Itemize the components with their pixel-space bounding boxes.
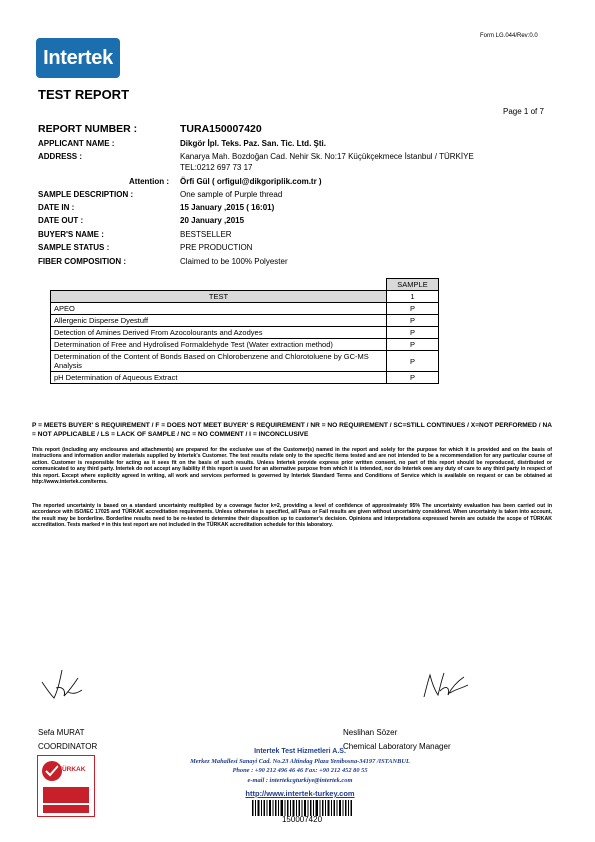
address-line-2: TEL:0212 697 73 17 xyxy=(180,163,253,172)
right-signature-icon xyxy=(420,667,472,705)
test-name: Determination of the Content of Bonds Based on Chlorobenzene and Chlorotoluene by GC-MS Analysis xyxy=(51,351,387,372)
left-signatory-name: Sefa MURAT xyxy=(38,728,85,737)
page-title: TEST REPORT xyxy=(38,87,130,102)
date-in-label: DATE IN : xyxy=(38,203,75,212)
address-line-1: Kanarya Mah. Bozdoğan Cad. Nehir Sk. No:17 Küçükçekmece İstanbul / TÜRKİYE xyxy=(180,152,474,161)
attention-value: Örfi Gül ( orfigul@dikgoriplik.com.tr ) xyxy=(180,177,322,186)
footer-phone: Phone : +90 212 496 46 46 Fax: +90 212 452 80 55 xyxy=(232,767,368,774)
test-header: TEST xyxy=(51,291,387,303)
test-result: P xyxy=(387,372,439,384)
turkak-label: TÜRKAK xyxy=(58,766,86,773)
report-number: TURA150007420 xyxy=(180,123,262,135)
sample-number: 1 xyxy=(387,291,439,303)
sample-status: PRE PRODUCTION xyxy=(180,243,253,252)
test-result: P xyxy=(387,303,439,315)
sample-status-label: SAMPLE STATUS : xyxy=(38,243,110,252)
footer-website-link[interactable]: http://www.intertek-turkey.com xyxy=(245,789,355,798)
fiber-composition-label: FIBER COMPOSITION : xyxy=(38,257,126,266)
test-name: APEO xyxy=(51,303,387,315)
footer-email: e-mail : intertekcgturkiye@intertek.com xyxy=(247,777,353,784)
buyer-name: BESTSELLER xyxy=(180,230,232,239)
attention-label: Attention : xyxy=(129,177,169,186)
table-blank-cell xyxy=(51,279,387,291)
table-row xyxy=(51,339,439,351)
test-result: P xyxy=(387,339,439,351)
table-row xyxy=(51,327,439,339)
table-row xyxy=(51,315,439,327)
barcode-icon xyxy=(252,800,352,816)
table-sample-header-row xyxy=(51,279,439,291)
barcode-number: 150007420 xyxy=(281,815,323,824)
footer-address: Merkez Mahallesi Sanayi Cad. No.23 Altindag Plaza Yenibosna-34197 /ISTANBUL xyxy=(190,758,410,765)
date-in: 15 January ,2015 ( 16:01) xyxy=(180,203,275,212)
disclaimer-terms: This report (including any enclosures and attachments) are prepared for the exclusive use of the Customer(s) named in the report and solely for the purpose for which it is provided and on the basis of instructions and information and/or materials supplied by Intertek's Customer. The test results relate only to the specific items tested and are not intended to be a recommendation for any particular course of action. Customer is responsible for acting as it sees fit on the basis of such results. Unless Intertek provide express prior written consent, no part of this report should be reproduced, distributed or communicated to any third party. Intertek do not accept any liability if this report is used for an alternative purpose from which it is intended, nor do Intertek owe any duty of care to any third party in respect of this report. Except where explicitly agreed in writing, all work and services performed is governed by Intertek Standard Terms and Conditions of Service which is available on request or can be obtained at http://www.intertek.com/terms. xyxy=(32,447,552,486)
sample-description: One sample of Purple thread xyxy=(180,190,283,199)
left-signatory-title: COORDINATOR xyxy=(38,742,98,751)
test-name: pH Determination of Aqueous Extract xyxy=(51,372,387,384)
sample-description-label: SAMPLE DESCRIPTION : xyxy=(38,190,134,199)
disclaimer-uncertainty: The reported uncertainty is based on a standard uncertainty multiplied by a coverage factor k=2, providing a level of confidence of approximately 95% The uncertainty evaluation has been carried out in accordance with ISO/IEC 17025 and TÜRKAK accreditation requirements. Unless otherwise is specified, all Pass or Fail results are given without uncertainty considered. When uncertainty is taken into account, the result may be borderline. Borderline results need to be re-tested to determine their disposition up to customer's decision. Opinions and interpretations expressed herein are outside the scope of TÜRKAK accreditation. Tests marked ≠ in this test report are not included in the TÜRKAK accreditation schedule for this laboratory. xyxy=(32,503,552,529)
table-header-row xyxy=(51,291,439,303)
buyer-label: BUYER'S NAME : xyxy=(38,230,104,239)
form-reference: Form LG.044/Rev:0.0 xyxy=(480,33,538,39)
test-name: Allergenic Disperse Dyestuff xyxy=(51,315,387,327)
test-result: P xyxy=(387,351,439,372)
sample-header: SAMPLE xyxy=(387,279,439,291)
table-row xyxy=(51,303,439,315)
fiber-composition: Claimed to be 100% Polyester xyxy=(180,257,288,266)
right-signatory-name: Neslihan Sözer xyxy=(343,728,398,737)
result-legend: P = MEETS BUYER' S REQUIREMENT / F = DOES NOT MEET BUYER' S REQUIREMENT / NR = NO REQUIREMENT / SC=STILL CONTINUES / X=NOT PERFORMED / NA = NOT APPLICABLE / LS = LACK OF SAMPLE / NC = NO COMMENT / I = INCONCLUSIVE xyxy=(32,422,552,438)
right-signatory-title: Chemical Laboratory Manager xyxy=(343,742,451,751)
applicant-name: Dikgör İpl. Teks. Paz. San. Tic. Ltd. Şti. xyxy=(180,139,326,148)
applicant-label: APPLICANT NAME : xyxy=(38,139,115,148)
test-result: P xyxy=(387,327,439,339)
table-row xyxy=(51,351,439,372)
test-name: Detection of Amines Derived From Azocolourants and Azodyes xyxy=(51,327,387,339)
footer-company: Intertek Test Hizmetleri A.S. xyxy=(254,748,346,755)
address-label: ADDRESS : xyxy=(38,152,83,161)
turkak-accreditation-icon xyxy=(37,755,95,817)
test-result: P xyxy=(387,315,439,327)
intertek-logo: Intertek xyxy=(36,38,120,78)
test-name: Determination of Free and Hydrolised Formaldehyde Test (Water extraction method) xyxy=(51,339,387,351)
left-signature-icon xyxy=(38,660,88,705)
table-row xyxy=(51,372,439,384)
test-results-table xyxy=(50,278,439,384)
report-number-label: REPORT NUMBER : xyxy=(38,123,138,135)
date-out: 20 January ,2015 xyxy=(180,216,245,225)
page-number: Page 1 of 7 xyxy=(503,107,544,116)
date-out-label: DATE OUT : xyxy=(38,216,84,225)
